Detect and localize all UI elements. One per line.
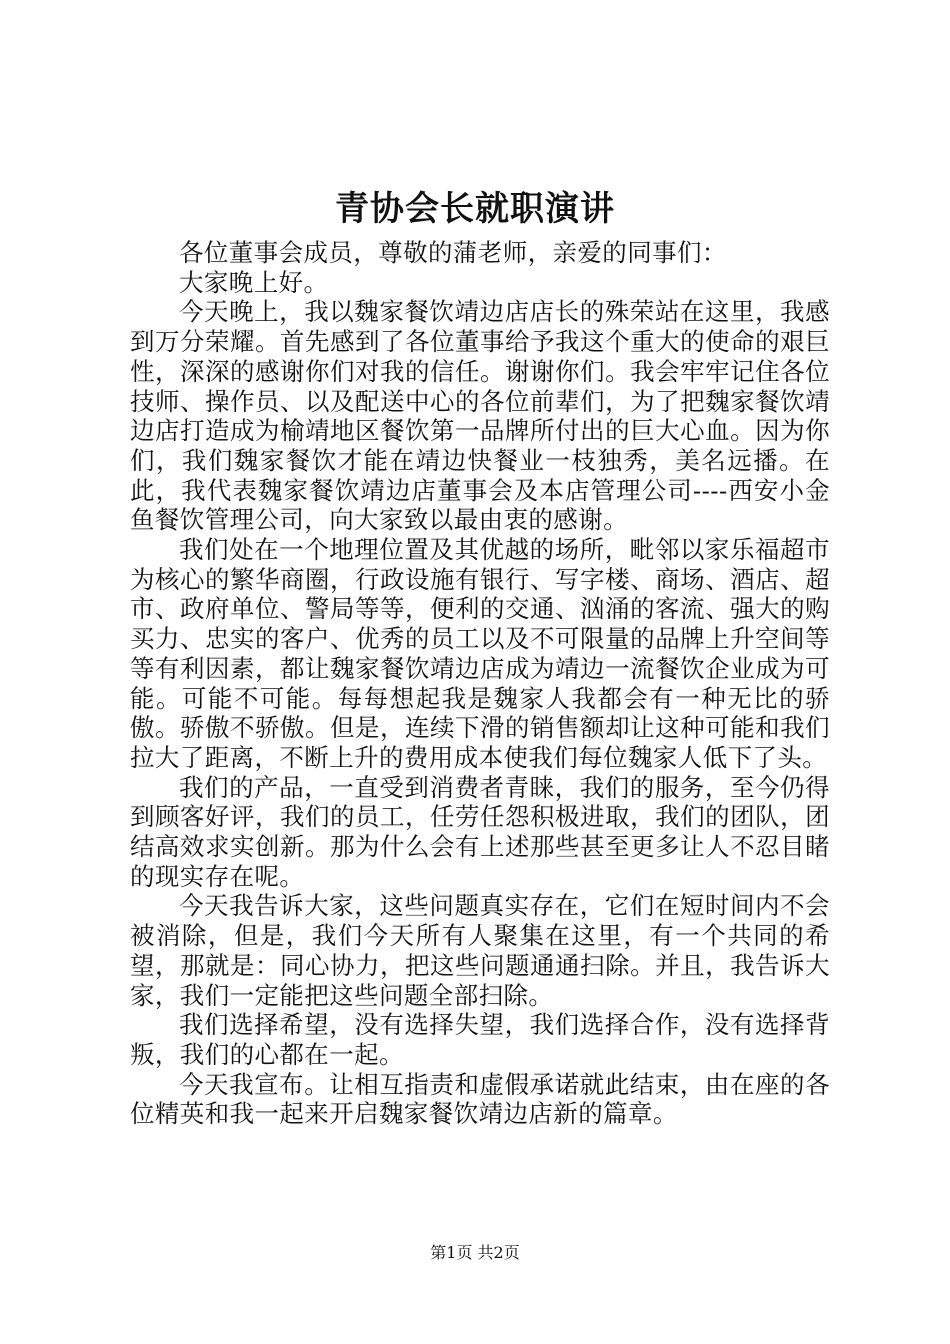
paragraph: 今天我告诉大家，这些问题真实存在，它们在短时间内不会被消除，但是，我们今天所有人聚集在这里，有一个共同的希望，那就是：同心协力，把这些问题通通扫除。并且，我告诉大家，我们一定能把这些问题全部扫除。 [130, 891, 830, 1010]
document-body [130, 238, 830, 1129]
paragraph: 今天我宣布。让相互指责和虚假承诺就此结束，由在座的各位精英和我一起来开启魏家餐饮靖边店新的篇章。 [130, 1069, 830, 1129]
paragraph: 我们选择希望，没有选择失望，我们选择合作，没有选择背叛，我们的心都在一起。 [130, 1010, 830, 1069]
paragraph: 我们的产品，一直受到消费者青睐，我们的服务，至今仍得到顾客好评，我们的员工，任劳任怨积极进取，我们的团队，团结高效求实创新。那为什么会有上述那些甚至更多让人不忍目睹的现实存在呢。 [130, 772, 830, 891]
paragraph-salutation: 各位董事会成员，尊敬的蒲老师，亲爱的同事们： [179, 238, 727, 267]
paragraph: 我们处在一个地理位置及其优越的场所，毗邻以家乐福超市为核心的繁华商圈，行政设施有银行、写字楼、商场、酒店、超市、政府单位、警局等等，便利的交通、汹涌的客流、强大的购买力、忠实的客户、优秀的员工以及不可限量的品牌上升空间等等有利因素，都让魏家餐饮靖边店成为靖边一流餐饮企业成为可能。可能不可能。每每想起我是魏家人我都会有一种无比的骄傲。骄傲不骄傲。但是，连续下滑的销售额却让这种可能和我们拉大了距离，不断上升的费用成本使我们每位魏家人低下了头。 [130, 535, 830, 772]
page-number-footer: 第1页 共2页 [430, 1243, 520, 1262]
document-title: 青协会长就职演讲 [335, 189, 615, 229]
paragraph-greeting: 大家晚上好。 [179, 267, 329, 297]
paragraph: 今天晚上，我以魏家餐饮靖边店店长的殊荣站在这里，我感到万分荣耀。首先感到了各位董事给予我这个重大的使命的艰巨性，深深的感谢你们对我的信任。谢谢你们。我会牢牢记住各位技师、操作员、以及配送中心的各位前辈们，为了把魏家餐饮靖边店打造成为榆靖地区餐饮第一品牌所付出的巨大心血。因为你们，我们魏家餐饮才能在靖边快餐业一枝独秀，美名远播。在此，我代表魏家餐饮靖边店董事会及本店管理公司----西安小金鱼餐饮管理公司，向大家致以最由衷的感谢。 [130, 297, 830, 535]
